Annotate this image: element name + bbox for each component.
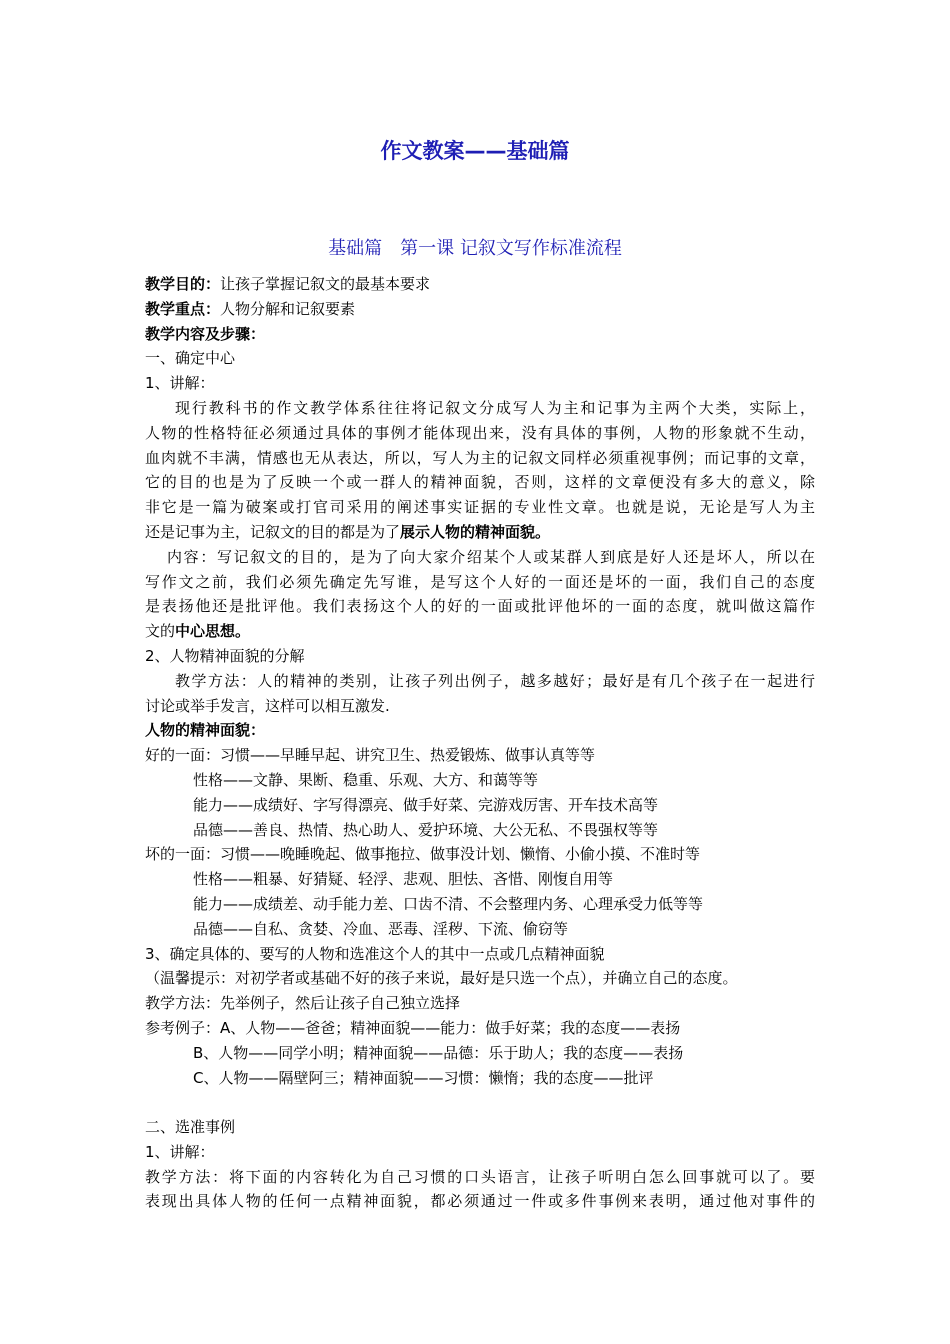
paragraph-line: 表现出具体人物的任何一点精神面貌，都必须通过一件或多件事例来表明，通过他对事件的	[145, 1192, 815, 1211]
paragraph-line: 教学方法：人的精神的类别，让孩子列出例子，越多越好；最好是有几个孩子在一起进行	[175, 671, 815, 690]
document-body	[145, 272, 815, 1214]
teaching-goal-text: 让孩子掌握记叙文的最基本要求	[220, 275, 431, 293]
good-trait-line: 性格——文静、果断、稳重、乐观、大方、和蔼等等	[193, 770, 539, 789]
steps-label: 教学内容及步骤：	[145, 324, 266, 343]
paragraph-line: 现行教科书的作文教学体系往往将记叙文分成写人为主和记事为主两个大类，实际上，	[175, 398, 815, 417]
paragraph-line: 内容：写记叙文的目的，是为了向大家介绍某个人或某群人到底是好人还是坏人，所以在	[167, 547, 815, 566]
traits-label: 人物的精神面貌：	[145, 721, 266, 740]
bad-trait-line: 坏的一面：习惯——晚睡晚起、做事拖拉、做事没计划、懒惰、小偷小摸、不准时等	[145, 845, 701, 864]
paragraph-line: 它的目的也是为了反映一个或一群人的精神面貌，否则，这样的文章便没有多大的意义，除	[145, 473, 815, 492]
example-line: 参考例子：A、人物——爸爸；精神面貌——能力：做手好菜；我的态度——表扬	[145, 1018, 681, 1037]
paragraph-line: 讨论或举手发言，这样可以相互激发.	[145, 696, 390, 715]
subsection-heading: 1、讲解：	[145, 374, 215, 393]
good-trait-line: 能力——成绩好、字写得漂亮、做手好菜、完游戏厉害、开车技术高等	[193, 795, 659, 814]
teaching-focus	[145, 297, 815, 322]
emphasis-text: 中心思想。	[175, 622, 251, 641]
bad-trait-line: 能力——成绩差、动手能力差、口齿不清、不会整理内务、心理承受力低等等	[193, 894, 704, 913]
section-heading: 二、选准事例	[145, 1118, 236, 1137]
bad-trait-line: 品德——自私、贪婪、冷血、恶毒、淫秽、下流、偷窃等	[193, 919, 569, 938]
bad-trait-line: 性格——粗暴、好猜疑、轻浮、悲观、胆怯、吝惜、刚愎自用等	[193, 870, 614, 889]
lesson-subtitle: 基础篇 第一课 记叙文写作标准流程	[328, 238, 622, 259]
emphasis-text: 展示人物的精神面貌。	[400, 522, 551, 541]
paragraph-line: 还是记事为主，记叙文的目的都是为了展示人物的精神面貌。	[145, 522, 551, 541]
paragraph-line: 非它是一篇为破案或打官司采用的阐述事实证据的专业性文章。也就是说，无论是写人为主	[145, 498, 815, 517]
method-line: 教学方法：先举例子，然后让孩子自己独立选择	[145, 994, 461, 1013]
tip-line: （温馨提示：对初学者或基础不好的孩子来说，最好是只选一个点），并确立自己的态度。	[145, 969, 738, 988]
teaching-focus-text: 人物分解和记叙要素	[220, 299, 356, 318]
teaching-goal	[145, 272, 815, 297]
blank-line	[145, 1090, 815, 1115]
example-line: C、人物——隔壁阿三；精神面貌——习惯：懒惰；我的态度——批评	[193, 1068, 654, 1087]
document-title: 作文教案——基础篇	[380, 139, 570, 163]
subsection-heading: 1、讲解：	[145, 1142, 215, 1161]
paragraph-line: 人物的性格特征必须通过具体的事例才能体现出来，没有具体的事例，人物的形象就不生动，	[145, 423, 815, 442]
paragraph-line: 写作文之前，我们必须先确定先写谁，是写这个人好的一面还是坏的一面，我们自己的态度	[145, 572, 815, 591]
subsection-heading: 2、人物精神面貌的分解	[145, 646, 305, 665]
teaching-focus-label: 教学重点：	[145, 299, 221, 318]
section-heading: 一、确定中心	[145, 349, 236, 368]
paragraph-line: 血肉就不丰满，情感也无从表达，所以，写人为主的记叙文同样必须重视事例；而记事的文章，	[145, 448, 815, 467]
example-line: B、人物——同学小明；精神面貌——品德：乐于助人；我的态度——表扬	[193, 1043, 684, 1062]
teaching-goal-label: 教学目的：	[145, 275, 221, 293]
good-trait-line: 好的一面：习惯——早睡早起、讲究卫生、热爱锻炼、做事认真等等	[145, 746, 596, 765]
paragraph-line: 文的中心思想。	[145, 622, 251, 641]
good-trait-line: 品德——善良、热情、热心助人、爱护环境、大公无私、不畏强权等等	[193, 820, 659, 839]
paragraph-line: 教学方法：将下面的内容转化为自己习惯的口头语言，让孩子听明白怎么回事就可以了。要	[145, 1167, 815, 1186]
subsection-heading: 3、确定具体的、要写的人物和选准这个人的其中一点或几点精神面貌	[145, 944, 605, 963]
paragraph-line: 是表扬他还是批评他。我们表扬这个人的好的一面或批评他坏的一面的态度，就叫做这篇作	[145, 597, 815, 616]
